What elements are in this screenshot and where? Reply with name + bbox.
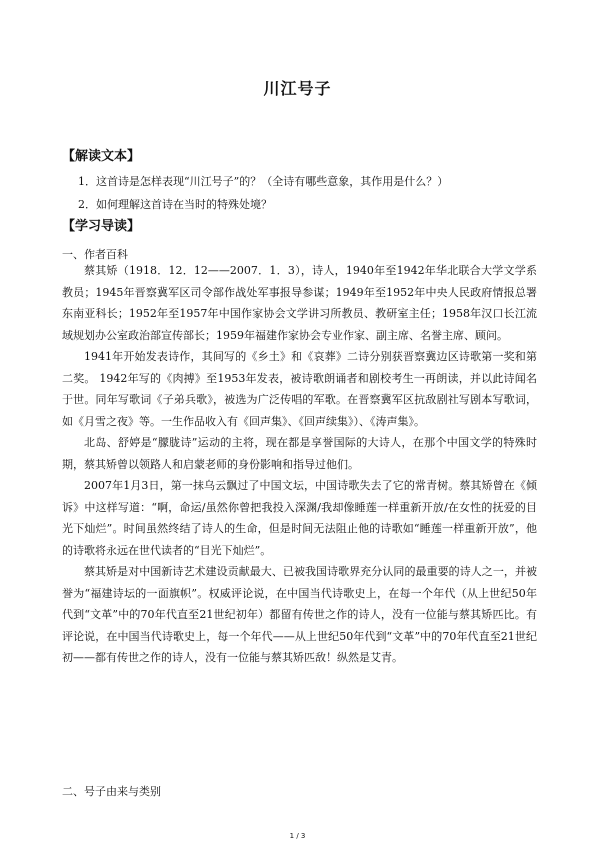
section-heading-guide: 【学习导读】 [62, 219, 141, 234]
section-heading-reading: 【解读文本】 [62, 149, 141, 164]
page-number: 1 / 3 [289, 832, 306, 840]
body-paragraphs [62, 260, 537, 669]
paragraph-influence: 北岛、舒婷是“朦胧诗”运动的主将，现在都是享誉国际的大诗人，在那个中国文学的特殊时期，蔡其矫曾以领路人和启蒙老师的身份影响和指导过他们。 [62, 436, 537, 471]
paragraph-bio: 蔡其矫（1918．12．12——2007．1．3），诗人，1940年至1942年华北联合大学文学系教员；1945年晋察冀军区司令部作战处军事报导参谋；1949年至1952年中央人民政府情报总署东南亚科长；1952年至1957年中国作家协会文学讲习所教员、教研室主任；1958年汉口长江流域规划办公室政治部宣传部长；1959年福建作家协会专业作家、副主席、名誉主席、顾问。 [62, 264, 537, 342]
question-1: 1．这首诗是怎样表现“川江号子”的？（全诗有哪些意象，其作用是什么？） [78, 175, 449, 188]
question-2: 2．如何理解这首诗在当时的特殊处境？ [78, 198, 272, 211]
subheading-origin: 二、号子由来与类别 [62, 785, 161, 798]
paragraph-works: 1941年开始发表诗作，其间写的《乡土》和《哀葬》二诗分别获晋察冀边区诗歌第一奖和第二奖。 1942年写的《肉搏》至1953年发表，被诗歌朗诵者和剧校考生一再朗读，并以此诗闻名于世。同年写歌词《子弟兵歌》，被选为广泛传唱的军歌。在晋察冀军区抗敌剧社写剧本写歌词，如《月雪之夜》等。一生作品收入有《回声集》、《回声续集》）、《涛声集》。 [62, 350, 537, 428]
paragraph-death: 2007年1月3日，第一抹乌云飘过了中国文坛，中国诗歌失去了它的常青树。蔡其矫曾在《倾诉》中这样写道：“啊，命运/虽然你曾把我投入深渊/我却像睡莲一样重新开放/在女性的抚爱的目光下灿烂”。时间虽然终结了诗人的生命，但是时间无法阻止他的诗歌如“睡莲一样重新开放”，他的诗歌将永远在世代读者的“目光下灿烂”。 [62, 479, 537, 557]
subheading-author: 一、作者百科 [62, 248, 128, 261]
document-title: 川江号子 [263, 79, 332, 98]
paragraph-evaluation: 蔡其矫是对中国新诗艺术建设贡献最大、已被我国诗歌界充分认同的最重要的诗人之一，并被誉为“福建诗坛的一面旗帜”。权威评论说，在中国当代诗歌史上，在每一个年代（从上世纪50年代到“文革”中的70年代直至21世纪初年）都留有传世之作的诗人，没有一位能与蔡其矫匹比。有评论说，在中国当代诗歌史上，每一个年代——从上世纪50年代到“文革”中的70年代直至21世纪初——都有传世之作的诗人，没有一位能与蔡其矫匹敌！纵然是艾青。 [62, 565, 537, 664]
